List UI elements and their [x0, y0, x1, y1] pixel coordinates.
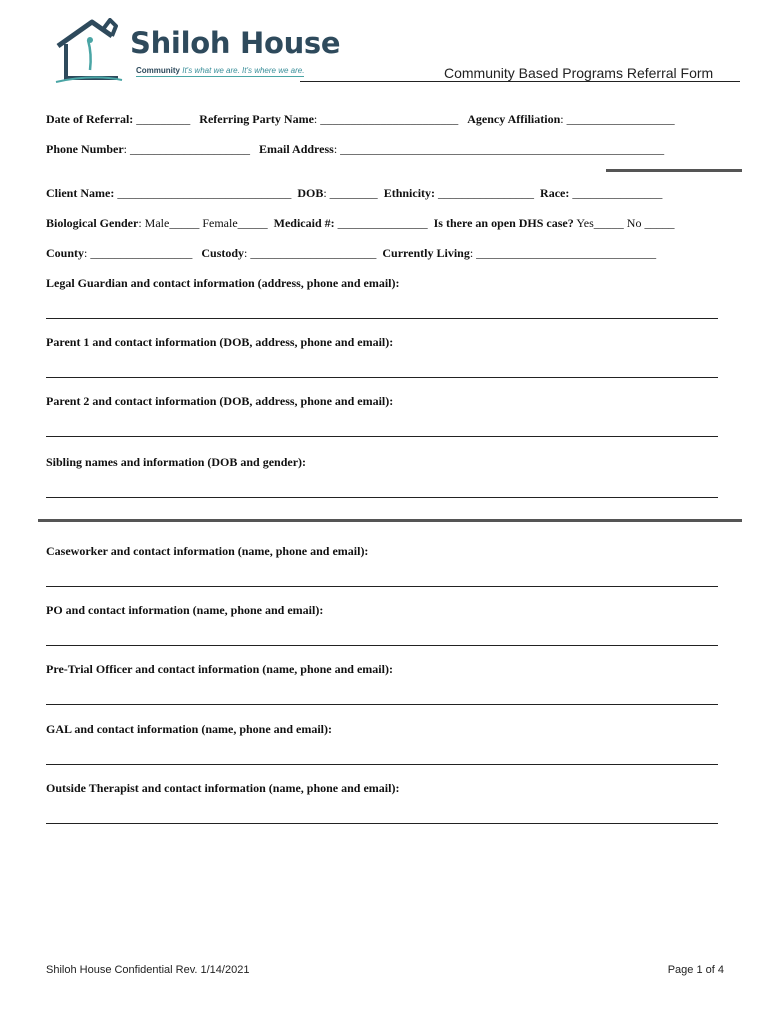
- outside-therapist-label: Outside Therapist and contact information (name, phone and email):: [46, 781, 400, 795]
- contact-row: Phone Number: ____________________ Email Address: ______________________________________________________: [46, 142, 665, 156]
- caseworker-field[interactable]: [46, 586, 718, 587]
- title-divider: [300, 81, 740, 82]
- footer-page-number: Page 1 of 4: [667, 964, 724, 976]
- client-name-field[interactable]: _____________________________: [114, 186, 292, 200]
- shiloh-house-logo: [52, 18, 341, 88]
- house-icon: [52, 18, 132, 84]
- section-divider: [38, 519, 742, 522]
- gender-field[interactable]: : Male_____ Female_____: [138, 216, 268, 230]
- logo-tagline: Community It's what we are. It's where we are.: [136, 66, 305, 75]
- gal-field[interactable]: [46, 764, 718, 765]
- caseworker-label: Caseworker and contact information (name, phone and email):: [46, 544, 369, 558]
- county-row: County: _________________ Custody: _____________________ Currently Living: ______________________________: [46, 246, 657, 260]
- county-field[interactable]: : _________________: [84, 246, 193, 260]
- currently-living-field[interactable]: : ______________________________: [469, 246, 657, 260]
- dob-field[interactable]: : ________: [323, 186, 378, 200]
- logo-name: Shiloh House: [130, 26, 341, 60]
- form-title: Community Based Programs Referral Form: [444, 65, 714, 81]
- footer-revision: Shiloh House Confidential Rev. 1/14/2021: [46, 964, 250, 976]
- medicaid-field[interactable]: _______________: [334, 216, 428, 230]
- parent-1-label: Parent 1 and contact information (DOB, address, phone and email):: [46, 335, 394, 349]
- section-divider-short: [606, 169, 742, 172]
- client-row: Client Name: _____________________________ DOB: ________ Ethnicity: ________________ Race: _______________: [46, 186, 663, 200]
- custody-field[interactable]: : _____________________: [244, 246, 377, 260]
- pre-trial-officer-label: Pre-Trial Officer and contact information (name, phone and email):: [46, 662, 393, 676]
- sibling-field[interactable]: [46, 497, 718, 498]
- legal-guardian-field[interactable]: [46, 318, 718, 319]
- referring-party-name-field[interactable]: : _______________________: [313, 112, 459, 126]
- po-label: PO and contact information (name, phone and email):: [46, 603, 324, 617]
- referral-row: Date of Referral: _________ Referring Party Name: _______________________ Agency Affiliation: __________________: [46, 112, 675, 126]
- email-address-field[interactable]: : ______________________________________________________: [333, 142, 665, 156]
- outside-therapist-field[interactable]: [46, 823, 718, 824]
- race-field[interactable]: _______________: [569, 186, 663, 200]
- agency-affiliation-field[interactable]: : __________________: [560, 112, 675, 126]
- date-of-referral-field[interactable]: _________: [136, 112, 191, 126]
- parent-2-field[interactable]: [46, 436, 718, 437]
- parent-1-field[interactable]: [46, 377, 718, 378]
- phone-number-field[interactable]: : ____________________: [123, 142, 251, 156]
- gal-label: GAL and contact information (name, phone and email):: [46, 722, 333, 736]
- dhs-case-field[interactable]: Yes_____ No _____: [573, 216, 675, 230]
- gender-row: Biological Gender: Male_____ Female_____ Medicaid #: _______________ Is there an open DHS case? Yes_____ No _____: [46, 216, 675, 230]
- po-field[interactable]: [46, 645, 718, 646]
- ethnicity-field[interactable]: ________________: [435, 186, 535, 200]
- parent-2-label: Parent 2 and contact information (DOB, address, phone and email):: [46, 394, 394, 408]
- legal-guardian-label: Legal Guardian and contact information (address, phone and email):: [46, 276, 400, 290]
- sibling-label: Sibling names and information (DOB and gender):: [46, 455, 307, 469]
- pre-trial-officer-field[interactable]: [46, 704, 718, 705]
